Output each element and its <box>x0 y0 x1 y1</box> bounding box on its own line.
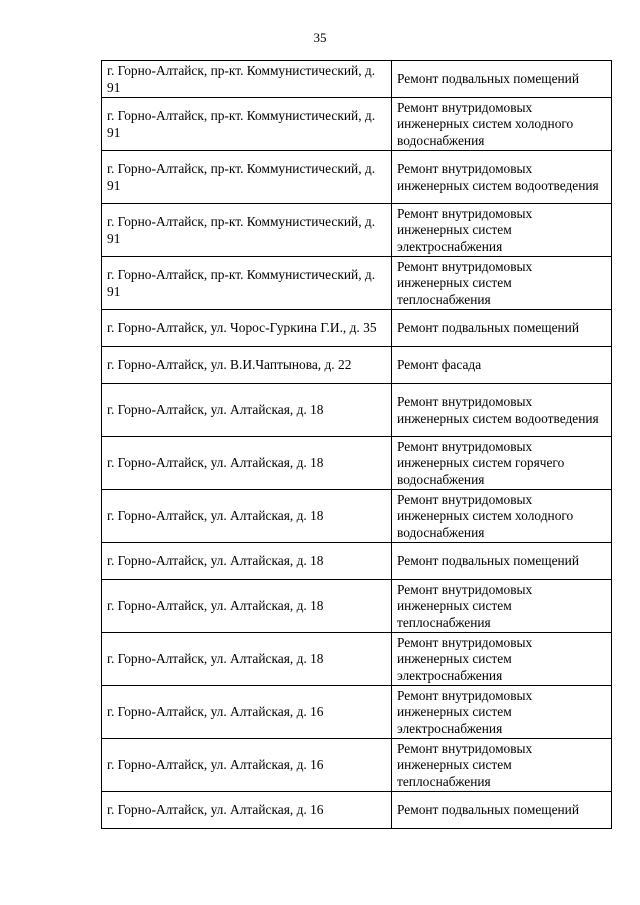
address-cell: г. Горно-Алтайск, ул. Алтайская, д. 18 <box>102 580 392 633</box>
work-type-cell: Ремонт внутридомовых инженерных систем холодного водоснабжения <box>392 490 612 543</box>
address-cell: г. Горно-Алтайск, пр-кт. Коммунистический, д. 91 <box>102 61 392 98</box>
work-type-cell: Ремонт внутридомовых инженерных систем электроснабжения <box>392 686 612 739</box>
work-type-cell: Ремонт внутридомовых инженерных систем теплоснабжения <box>392 739 612 792</box>
table-row <box>102 310 612 347</box>
table-row <box>102 204 612 257</box>
work-type-cell: Ремонт внутридомовых инженерных систем водоотведения <box>392 151 612 204</box>
work-type-cell: Ремонт внутридомовых инженерных систем горячего водоснабжения <box>392 437 612 490</box>
table-row <box>102 151 612 204</box>
work-type-cell: Ремонт внутридомовых инженерных систем электроснабжения <box>392 204 612 257</box>
work-type-cell: Ремонт внутридомовых инженерных систем холодного водоснабжения <box>392 98 612 151</box>
work-type-cell: Ремонт подвальных помещений <box>392 310 612 347</box>
address-cell: г. Горно-Алтайск, ул. Алтайская, д. 18 <box>102 437 392 490</box>
address-cell: г. Горно-Алтайск, ул. Алтайская, д. 16 <box>102 686 392 739</box>
address-cell: г. Горно-Алтайск, ул. Чорос-Гуркина Г.И., д. 35 <box>102 310 392 347</box>
address-cell: г. Горно-Алтайск, ул. Алтайская, д. 18 <box>102 384 392 437</box>
work-type-cell: Ремонт подвальных помещений <box>392 543 612 580</box>
work-type-cell: Ремонт подвальных помещений <box>392 61 612 98</box>
table-row <box>102 257 612 310</box>
work-type-cell: Ремонт подвальных помещений <box>392 792 612 829</box>
work-type-cell: Ремонт внутридомовых инженерных систем теплоснабжения <box>392 580 612 633</box>
table-row <box>102 686 612 739</box>
work-type-cell: Ремонт внутридомовых инженерных систем водоотведения <box>392 384 612 437</box>
table-row <box>102 61 612 98</box>
table-row <box>102 490 612 543</box>
work-type-cell: Ремонт фасада <box>392 347 612 384</box>
address-table-body <box>102 61 612 829</box>
address-cell: г. Горно-Алтайск, ул. Алтайская, д. 18 <box>102 490 392 543</box>
work-type-cell: Ремонт внутридомовых инженерных систем электроснабжения <box>392 633 612 686</box>
table-row <box>102 580 612 633</box>
page-number: 35 <box>313 30 327 45</box>
address-cell: г. Горно-Алтайск, ул. Алтайская, д. 18 <box>102 543 392 580</box>
address-cell: г. Горно-Алтайск, ул. Алтайская, д. 16 <box>102 739 392 792</box>
address-cell: г. Горно-Алтайск, ул. Алтайская, д. 16 <box>102 792 392 829</box>
address-cell: г. Горно-Алтайск, пр-кт. Коммунистический, д. 91 <box>102 151 392 204</box>
table-row <box>102 792 612 829</box>
table-row <box>102 98 612 151</box>
address-cell: г. Горно-Алтайск, пр-кт. Коммунистический, д. 91 <box>102 204 392 257</box>
address-table <box>101 60 612 829</box>
table-row <box>102 437 612 490</box>
table-row <box>102 739 612 792</box>
address-cell: г. Горно-Алтайск, ул. Алтайская, д. 18 <box>102 633 392 686</box>
table-row <box>102 633 612 686</box>
work-type-cell: Ремонт внутридомовых инженерных систем теплоснабжения <box>392 257 612 310</box>
address-cell: г. Горно-Алтайск, пр-кт. Коммунистический, д. 91 <box>102 98 392 151</box>
table-row <box>102 543 612 580</box>
table-row <box>102 347 612 384</box>
address-cell: г. Горно-Алтайск, пр-кт. Коммунистический, д. 91 <box>102 257 392 310</box>
table-row <box>102 384 612 437</box>
address-cell: г. Горно-Алтайск, ул. В.И.Чаптынова, д. 22 <box>102 347 392 384</box>
